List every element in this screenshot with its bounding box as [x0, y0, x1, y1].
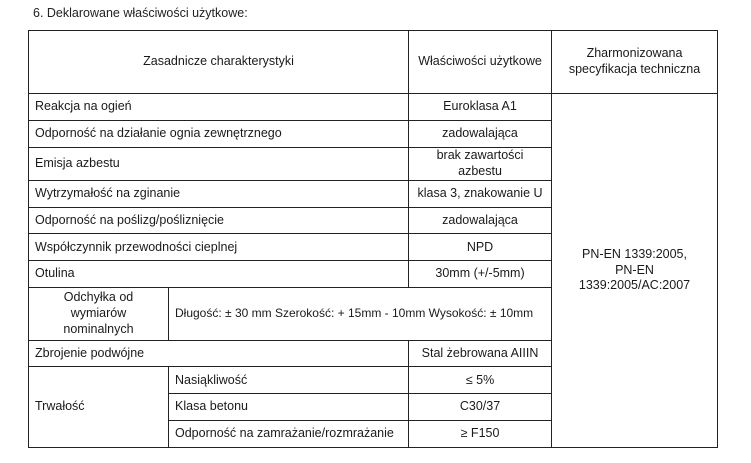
- row-label: Wytrzymałość na zginanie: [29, 180, 409, 207]
- durability-item-value: ≥ F150: [409, 421, 552, 448]
- durability-item-label: Klasa betonu: [169, 394, 409, 421]
- spec-line-1: PN-EN 1339:2005,: [582, 247, 687, 262]
- row-value: NPD: [409, 234, 552, 261]
- row-label: Emisja azbestu: [29, 147, 409, 180]
- row-label: Reakcja na ogień: [29, 93, 409, 120]
- header-characteristics: Zasadnicze charakterystyki: [29, 31, 409, 94]
- dimensions-label: Odchyłka od wymiarów nominalnych: [29, 288, 169, 341]
- header-spec: Zharmonizowana specyfikacja techniczna: [552, 31, 718, 94]
- durability-item-value: ≤ 5%: [409, 367, 552, 394]
- row-value: zadowalająca: [409, 120, 552, 147]
- table-row: [29, 93, 718, 120]
- section-heading: 6. Deklarowane właściwości użytkowe:: [33, 6, 248, 20]
- row-value: brak zawartości azbestu: [409, 147, 552, 180]
- row-value: 30mm (+/-5mm): [409, 261, 552, 288]
- row-label: Otulina: [29, 261, 409, 288]
- row-value: zadowalająca: [409, 207, 552, 234]
- reinforcement-label: Zbrojenie podwójne: [29, 340, 409, 367]
- row-label: Odporność na działanie ognia zewnętrznego: [29, 120, 409, 147]
- header-performance: Właściwości użytkowe: [409, 31, 552, 94]
- row-label: Odporność na poślizg/pośliznięcie: [29, 207, 409, 234]
- reinforcement-value: Stal żebrowana AIIIN: [409, 340, 552, 367]
- durability-item-value: C30/37: [409, 394, 552, 421]
- durability-item-label: Odporność na zamrażanie/rozmrażanie: [169, 421, 409, 448]
- row-value: klasa 3, znakowanie U: [409, 180, 552, 207]
- row-value: Euroklasa A1: [409, 93, 552, 120]
- properties-table: [28, 30, 718, 448]
- durability-item-label: Nasiąkliwość: [169, 367, 409, 394]
- spec-line-2: PN-EN 1339:2005/AC:2007: [578, 262, 691, 293]
- durability-label: Trwałość: [29, 367, 169, 448]
- dimensions-value: Długość: ± 30 mm Szerokość: + 15mm - 10mm Wysokość: ± 10mm: [169, 288, 552, 341]
- spec-cell: [552, 93, 718, 447]
- row-label: Współczynnik przewodności cieplnej: [29, 234, 409, 261]
- header-row: [29, 31, 718, 94]
